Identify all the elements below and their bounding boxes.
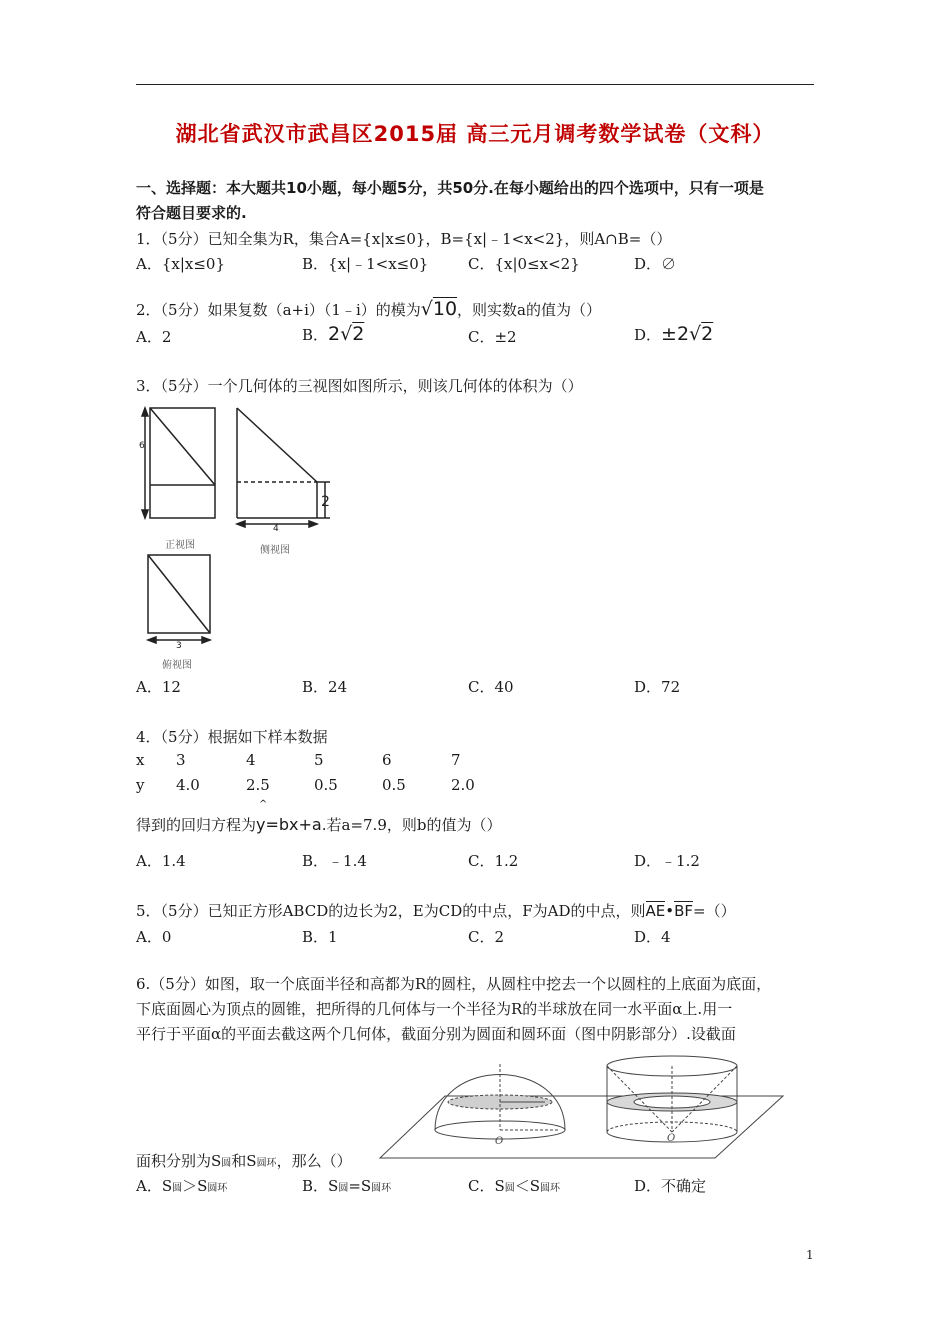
front-view (142, 408, 215, 518)
page-number: 1 (806, 1248, 814, 1262)
table-cell: 7 (451, 751, 461, 769)
two-sqrt-2-coef: 2 (328, 323, 341, 345)
q1-stem: 1．（5分）已知全集为R，集合A={x|x≤0}，B={x|﹣1<x<2}，则A∩B=（） (136, 230, 672, 248)
sqrt-10: √10 (420, 298, 458, 320)
q6-c-pre: C．S (468, 1177, 505, 1195)
subscript-ring: 圆环 (540, 1183, 561, 1194)
table-cell: 5 (314, 751, 324, 769)
hat-mark: ^ (259, 799, 268, 810)
q4-stem: 4．（5分）根据如下样本数据 (136, 728, 328, 746)
table-cell: 0.5 (314, 776, 338, 794)
q3-option-d: D．72 (634, 678, 681, 696)
q6-option-d: D．不确定 (634, 1177, 707, 1195)
q6-option-a (136, 1175, 227, 1196)
pm-two-sqrt-2: ±2√2 (661, 323, 714, 345)
q6-line4-mid: 和S (231, 1152, 257, 1170)
q6-a-pre: A．S (136, 1177, 173, 1195)
q5-option-c: C．2 (468, 928, 505, 946)
table-cell: 3 (176, 751, 186, 769)
q6-b-mid: =S (348, 1177, 372, 1195)
front-dim-6: 6 (139, 441, 145, 451)
q6-line4-post: ，那么（） (276, 1152, 352, 1170)
cylinder (607, 1056, 737, 1142)
q2-stem-pre: 2．（5分）如果复数（a+i）（1﹣i）的模为 (136, 301, 421, 319)
q1-option-b: B．{x|﹣1<x≤0} (302, 255, 429, 273)
sqrt-10-radicand: 10 (432, 298, 458, 320)
subscript-circle: 圆 (338, 1183, 349, 1194)
pm-two-sqrt-2-radicand: 2 (701, 323, 714, 345)
q2-option-b-label: B． (302, 326, 329, 344)
q1-option-c: C．{x|0≤x<2} (468, 255, 580, 273)
q4-option-a: A．1.4 (136, 852, 186, 870)
table-cell: 0.5 (382, 776, 406, 794)
front-view-label: 正视图 (165, 540, 195, 551)
vector-bf: BF (674, 902, 694, 920)
q5-stem-pre: 5．（5分）已知正方形ABCD的边长为2，E为CD的中点，F为AD的中点，则 (136, 902, 646, 920)
q5-option-a: A．0 (136, 928, 172, 946)
side-dim-2: 2 (321, 494, 330, 510)
table-cell: 4.0 (176, 776, 200, 794)
vector-ae: AE (645, 902, 666, 920)
q5-option-d: D．4 (634, 928, 671, 946)
q6-line4-pre: 面积分别为S (136, 1152, 222, 1170)
q5-stem-post: =（） (693, 902, 736, 920)
subscript-ring: 圆环 (371, 1183, 392, 1194)
side-view-label: 侧视图 (260, 545, 290, 556)
table-cell: 4 (246, 751, 256, 769)
regression-equation-text: y=bx+a (256, 815, 322, 834)
pm-two-sqrt-2-coef: ±2 (661, 323, 690, 345)
q2-option-b (302, 323, 364, 345)
regression-equation (256, 799, 322, 834)
top-view (148, 555, 210, 643)
subscript-ring: 圆环 (256, 1158, 277, 1169)
regression-pre: 得到的回归方程为 (136, 816, 257, 834)
subscript-circle: 圆 (221, 1158, 232, 1169)
q3-option-c: C．40 (468, 678, 514, 696)
regression-post: .若a=7.9，则b的值为（） (321, 816, 502, 834)
q2-stem (136, 298, 601, 320)
two-sqrt-2: 2√2 (328, 323, 365, 345)
q1-option-d: D．∅ (634, 255, 677, 273)
hemisphere (435, 1064, 565, 1139)
q4-option-c: C．1.2 (468, 852, 519, 870)
q5-stem (136, 900, 736, 921)
q4-option-b: B．﹣1.4 (302, 852, 367, 870)
table-cell: 2.0 (451, 776, 475, 794)
center-o-label: O (667, 1133, 676, 1144)
hemisphere-cylinder-figure (375, 1046, 785, 1166)
q6-option-b (302, 1175, 391, 1196)
header-rule (136, 84, 814, 85)
subscript-ring: 圆环 (207, 1183, 228, 1194)
subscript-circle: 圆 (504, 1183, 515, 1194)
section-heading-line2: 符合题目要求的. (136, 204, 247, 222)
center-o-label: O (495, 1136, 504, 1147)
table-row-y-label: y (136, 776, 145, 794)
q3-stem: 3．（5分）一个几何体的三视图如图所示，则该几何体的体积为（） (136, 377, 583, 395)
top-dim-3: 3 (176, 641, 182, 651)
q6-line3: 平行于平面α的平面去截这两个几何体，截面分别为圆面和圆环面（图中阴影部分）.设截面 (136, 1025, 736, 1043)
q4-option-d: D．﹣1.2 (634, 852, 700, 870)
q3-option-b: B．24 (302, 678, 348, 696)
q2-option-d-label: D． (634, 326, 662, 344)
section-heading-line1: 一、选择题：本大题共10小题，每小题5分，共50分.在每小题给出的四个选项中，只有一项是 (136, 179, 764, 197)
two-sqrt-2-radicand: 2 (352, 323, 365, 345)
q5-option-b: B．1 (302, 928, 338, 946)
q6-a-mid: ＞S (182, 1177, 208, 1195)
table-cell: 6 (382, 751, 392, 769)
q2-option-c: C．±2 (468, 328, 517, 346)
q2-stem-post: ，则实数a的值为（） (457, 301, 601, 319)
top-view-label: 俯视图 (162, 660, 192, 671)
q6-paragraph (136, 972, 816, 1047)
q6-option-c (468, 1175, 560, 1196)
table-cell: 2.5 (246, 776, 270, 794)
page-title: 湖北省武汉市武昌区2015届 高三元月调考数学试卷（文科） (175, 122, 775, 146)
q1-option-a: A．{x|x≤0} (136, 255, 226, 273)
table-row-x-label: x (136, 751, 145, 769)
q6-line2: 下底面圆心为顶点的圆锥，把所得的几何体与一个半径为R的半球放在同一水平面α上.用一 (136, 1000, 733, 1018)
q2-option-d (634, 323, 713, 345)
side-view (237, 408, 330, 527)
q6-line4 (136, 1150, 352, 1171)
q6-line1: 6.（5分）如图，取一个底面半径和高都为R的圆柱，从圆柱中挖去一个以圆柱的上底面为底面， (136, 975, 772, 993)
q4-regression-line (136, 799, 502, 835)
three-view-diagram (130, 400, 340, 680)
q6-c-mid: ＜S (514, 1177, 541, 1195)
q6-b-pre: B．S (302, 1177, 339, 1195)
dot-operator: • (665, 902, 675, 920)
q3-option-a: A．12 (136, 678, 181, 696)
subscript-circle: 圆 (172, 1183, 183, 1194)
side-dim-4: 4 (273, 524, 279, 534)
q2-option-a: A．2 (136, 328, 172, 346)
